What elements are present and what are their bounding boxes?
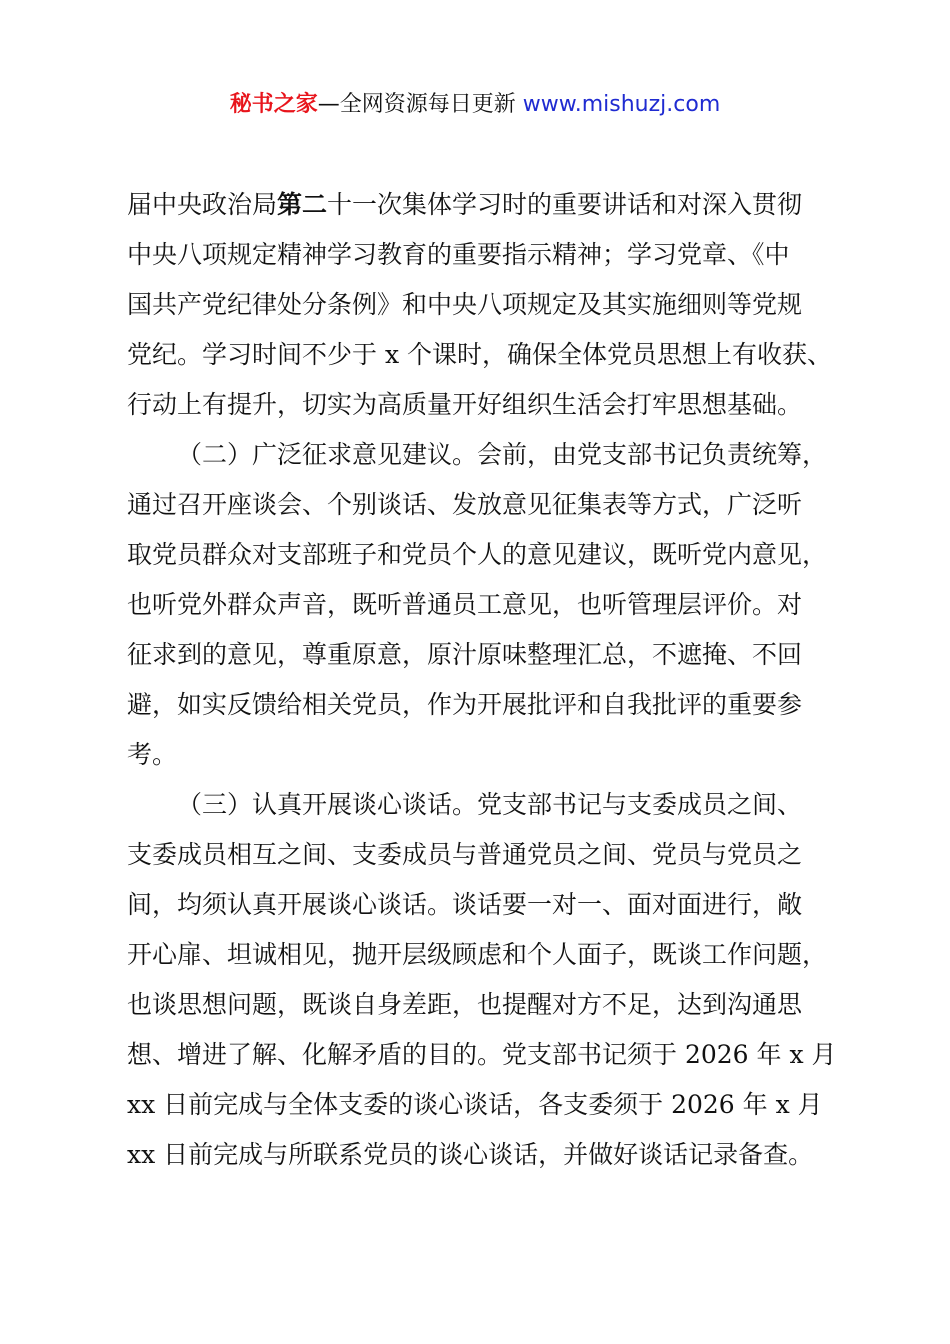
text-line: 避，如实反馈给相关党员，作为开展批评和自我批评的重要参 [127, 690, 803, 719]
site-url-link[interactable]: www.mishuzj.com [522, 92, 721, 117]
paragraph-solicit-opinions [127, 430, 855, 780]
site-header [0, 88, 950, 122]
text-line: 中央八项规定精神学习教育的重要指示精神；学习党章、《中 [127, 240, 790, 269]
text-line: 通过召开座谈会、个别谈话、发放意见征集表等方式，广泛听 [127, 490, 803, 519]
document-body [127, 180, 855, 1180]
paragraph-heart-to-heart-talks [127, 780, 855, 1180]
paragraph-study [127, 180, 855, 430]
text-line: 也谈思想问题，既谈自身差距，也提醒对方不足，达到沟通思 [127, 990, 803, 1019]
site-slogan: —全网资源每日更新 [317, 92, 523, 117]
text-line: 取党员群众对支部班子和党员个人的意见建议，既听党内意见， [127, 540, 828, 569]
text-line: （二）广泛征求意见建议。会前，由党支部书记负责统筹， [177, 440, 828, 469]
text-line: 想、增进了解、化解矛盾的目的。党支部书记须于 2026 年 x 月 [127, 1040, 837, 1069]
text-line: 间，均须认真开展谈心谈话。谈话要一对一、面对面进行，敞 [127, 890, 803, 919]
text-line: 征求到的意见，尊重原意，原汁原味整理汇总，不遮掩、不回 [127, 640, 803, 669]
text-line: 开心扉、坦诚相见，抛开层级顾虑和个人面子，既谈工作问题， [127, 940, 828, 969]
text-line: 也听党外群众声音，既听普通员工意见，也听管理层评价。对 [127, 590, 803, 619]
text-line: 党纪。学习时间不少于 x 个课时，确保全体党员思想上有收获、 [127, 340, 832, 369]
text-line [127, 180, 855, 230]
site-brand: 秘书之家 [229, 92, 318, 117]
text-line: xx 日前完成与全体支委的谈心谈话，各支委须于 2026 年 x 月 [127, 1090, 823, 1119]
text-line: 行动上有提升，切实为高质量开好组织生活会打牢思想基础。 [127, 390, 803, 419]
text-line: （三）认真开展谈心谈话。党支部书记与支委成员之间、 [177, 790, 803, 819]
text-line: 支委成员相互之间、支委成员与普通党员之间、党员与党员之 [127, 840, 803, 869]
text-line: 国共产党纪律处分条例》和中央八项规定及其实施细则等党规 [127, 290, 803, 319]
text-line: xx 日前完成与所联系党员的谈心谈话，并做好谈话记录备查。 [127, 1140, 814, 1169]
text-line: 考。 [127, 740, 178, 769]
text-run: 届中央政治局 [127, 190, 278, 219]
text-run: 十一次集体学习时的重要讲话和对深入贯彻 [327, 190, 803, 219]
text-run-bold: 第二 [277, 190, 328, 219]
